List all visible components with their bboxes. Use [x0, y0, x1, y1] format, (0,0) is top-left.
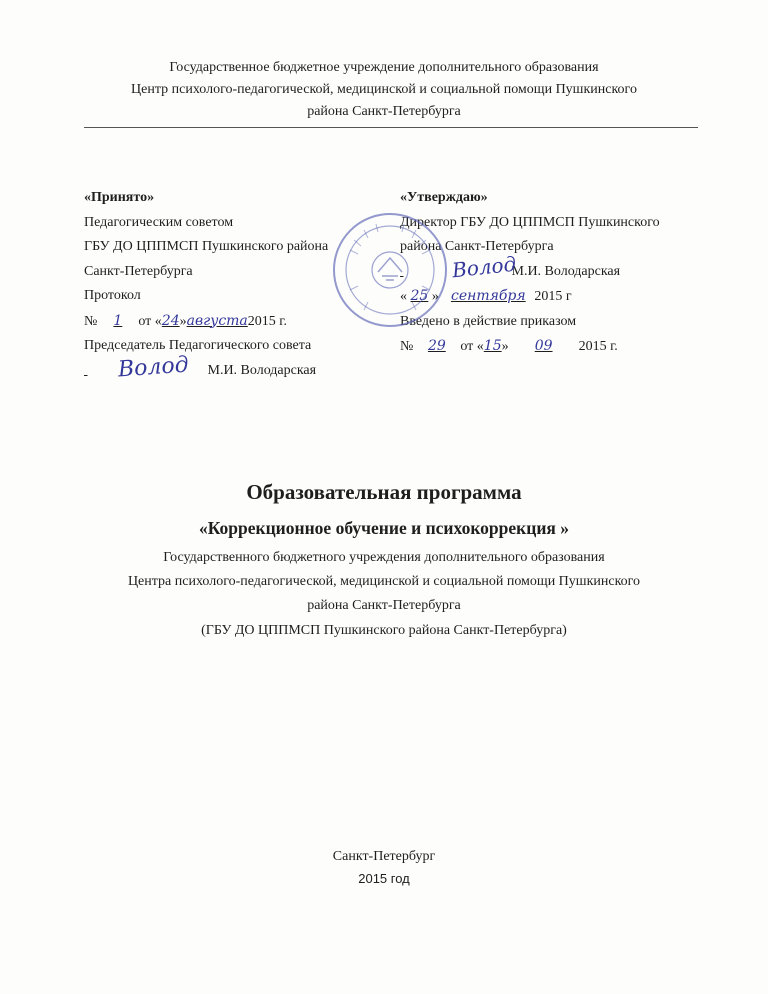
- footer-year: 2015 год: [358, 871, 410, 886]
- accepted-protocol-line: [84, 309, 328, 335]
- program-line-4: (ГБУ ДО ЦППМСП Пушкинского района Санкт-Петербурга): [201, 623, 567, 638]
- approved-order-line: [400, 334, 660, 360]
- order-from: от «: [460, 339, 484, 354]
- order-year: 2015 г.: [578, 339, 618, 354]
- footer-city: Санкт-Петербург: [332, 849, 436, 864]
- approved-year: 2015 г: [534, 289, 572, 304]
- accepted-chair: Председатель Педагогического совета: [84, 338, 312, 353]
- approved-date-mid: »: [431, 289, 439, 304]
- order-number: 29: [427, 338, 446, 354]
- program-title: Образовательная программа: [246, 480, 522, 504]
- order-number-prefix: №: [400, 339, 414, 354]
- header-divider: [84, 127, 698, 128]
- accepted-line-3: Санкт-Петербурга: [84, 263, 193, 279]
- approved-line-1: Директор ГБУ ДО ЦППМСП Пушкинского: [400, 214, 660, 230]
- accepted-block: [84, 186, 328, 383]
- approved-day: 25: [410, 288, 429, 304]
- protocol-from: от «: [138, 313, 162, 329]
- order-day: 15: [483, 338, 502, 354]
- accepted-line-1: Педагогическим советом: [84, 214, 234, 230]
- approved-date-open: «: [400, 289, 407, 304]
- approved-signature: Волод: [450, 251, 518, 283]
- approved-line-2: района Санкт-Петербурга: [400, 239, 554, 254]
- protocol-number-prefix: №: [84, 313, 98, 329]
- approved-title: «Утверждаю»: [400, 190, 488, 205]
- header-line-3: района Санкт-Петербурга: [307, 104, 461, 119]
- approved-signer: М.И. Володарская: [511, 263, 621, 279]
- accepted-line-2: ГБУ ДО ЦППМСП Пушкинского района: [84, 239, 329, 254]
- program-subtitle: «Коррекционное обучение и психокоррекция »: [198, 518, 570, 538]
- order-month: 09: [534, 338, 553, 354]
- approved-enacted: Введено в действие приказом: [400, 313, 577, 329]
- program-line-2: Центра психолого-педагогической, медицинской и социальной помощи Пушкинского: [127, 574, 641, 589]
- protocol-day: 24: [161, 312, 180, 329]
- protocol-year: 2015 г.: [247, 313, 287, 329]
- header-line-2: Центр психолого-педагогической, медицинской и социальной помощи Пушкинского: [131, 82, 637, 97]
- order-quote: »: [501, 339, 509, 354]
- program-line-3: района Санкт-Петербурга: [307, 598, 461, 613]
- protocol-quote: »: [179, 313, 187, 329]
- accepted-signer: М.И. Володарская: [207, 362, 317, 378]
- accepted-signature: Волод: [117, 352, 190, 383]
- protocol-number: 1: [113, 312, 123, 329]
- approved-month: сентября: [450, 288, 526, 304]
- official-stamp-icon: [330, 210, 450, 330]
- accepted-title: «Принято»: [84, 190, 155, 205]
- accepted-line-4: Протокол: [84, 288, 141, 303]
- program-line-1: Государственного бюджетного учреждения дополнительного образования: [163, 550, 605, 565]
- header-line-1: Государственное бюджетное учреждение дополнительного образования: [169, 60, 599, 75]
- protocol-month: августа: [186, 312, 248, 329]
